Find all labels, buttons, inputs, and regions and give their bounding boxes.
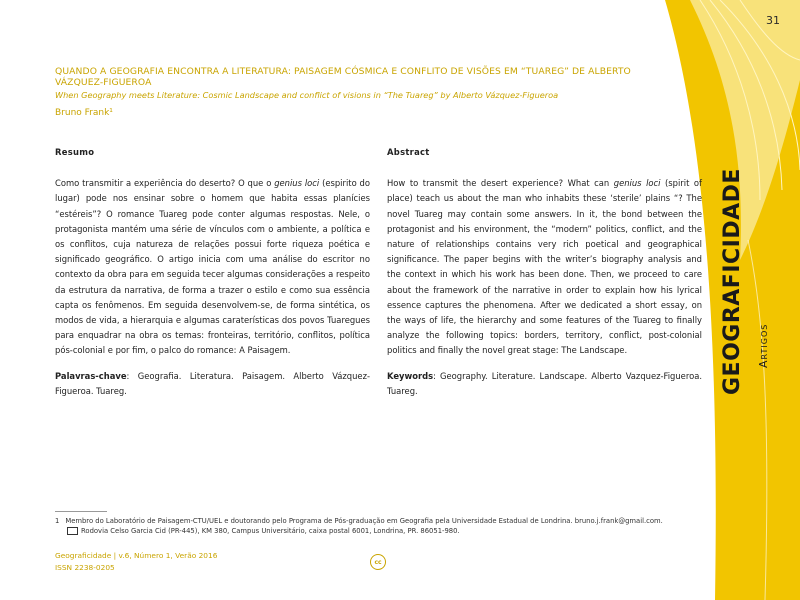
article-title-pt: QUANDO A GEOGRAFIA ENCONTRA A LITERATURA: PAISAGEM CÓSMICA E CONFLITO DE VISÕES EM “TUAREG” DE ALBERTO VÁZQUEZ-FIGUEROA (55, 66, 631, 88)
resumo-text: Como transmitir a experiência do deserto? O que o genius loci (espirito do lugar) pode nos ensinar sobre o homem que habita essas planícies “estéreis”? O romance Tuareg pode conter algumas respostas. Nele, o protagonista mantém uma série de vínculos com o ambiente, a política e os conflitos, cuja natureza de relações possui forte riqueza poética e significado geográfico. O artigo inicia com uma análise do escritor no contexto da obra para em seguida tecer algumas considerações a respeito da estrutura da narrativa, de forma a trazer o estilo e como sua essência capta os fenômenos. Em seguida desenvolvem-se, de forma sintética, os modos de vida, a hierarquia e algumas caraterísticas dos povos Tuaregues para enquadrar na obra os temas: fronteiras, território, conflitos, política pós-colonial e por fim, o palco do romance: A Paisagem. (55, 178, 370, 356)
article-title-en: When Geography meets Literature: Cosmic Landscape and conflict of visions in “The Tuareg” by Alberto Vázquez-Figueroa (55, 90, 559, 100)
abstract-text: How to transmit the desert experience? What can genius loci (spirit of place) teach us about the man who inhabits these ‘sterile’ plains “? The novel Tuareg may contain some answers. In it, the bond between the protagonist and his environment, the “modern” politics, conflict, and the nature of relationships contains very rich poetical and geographical significance. The paper begins with the writer’s biography analysis and the context in which his work has been done. Then, we proceed to care about the framework of the narrative in order to explain how his lyrical essence captures the phenomena. After we dedicated a short essay, on the ways of life, the hierarchy and some features of the Tuareg to finally analyze the following topics: borders, territory, conflict, post-colonial politics and finally the novel great stage: The Landscape. (387, 178, 702, 356)
page-number: 31 (766, 14, 780, 27)
abstract-keywords: Keywords: Geography. Literature. Landscape. Alberto Vazquez-Figueroa. Tuareg. (387, 370, 702, 396)
keywords-label-pt: Palavras-chave (55, 370, 127, 381)
side-section-wrapper (752, 248, 768, 368)
side-section-label: Artigos (757, 323, 770, 368)
envelope-icon (67, 527, 78, 535)
footnote (55, 516, 715, 536)
creative-commons-icon[interactable]: cc (370, 554, 386, 570)
resumo-column (55, 145, 370, 399)
article-author: Bruno Frank¹ (55, 108, 113, 118)
resumo-keywords: Palavras-chave: Geografia. Literatura. Paisagem. Alberto Vázquez-Figueroa. Tuareg. (55, 370, 370, 396)
resumo-heading: Resumo (55, 147, 95, 157)
abstract-column (387, 145, 702, 399)
footnote-address: Rodovia Celso Garcia Cid (PR-445), KM 380, Campus Universitário, caixa postal 6001, Londrina, PR. 86051-980. (81, 527, 460, 535)
footnote-number: 1 (55, 517, 60, 525)
abstract-heading: Abstract (387, 147, 430, 157)
resumo-latin-term: genius loci (274, 178, 320, 189)
keywords-label-en: Keywords (387, 370, 434, 381)
footnote-text: Membro do Laboratório de Paisagem-CTU/UEL e doutorando pelo Programa de Pós-graduação em Geografia pela Universidade Estadual de Londrina. bruno.j.frank@gmail.com. (65, 517, 663, 525)
footnote-rule (55, 511, 107, 512)
footer-journal-info: Geograficidade | v.6, Número 1, Verão 2016 (55, 551, 218, 560)
abstract-latin-term: genius loci (613, 178, 661, 189)
footer-issn: ISSN 2238-0205 (55, 563, 115, 572)
side-journal-name: GEOGRAFICIDADE (720, 168, 745, 395)
